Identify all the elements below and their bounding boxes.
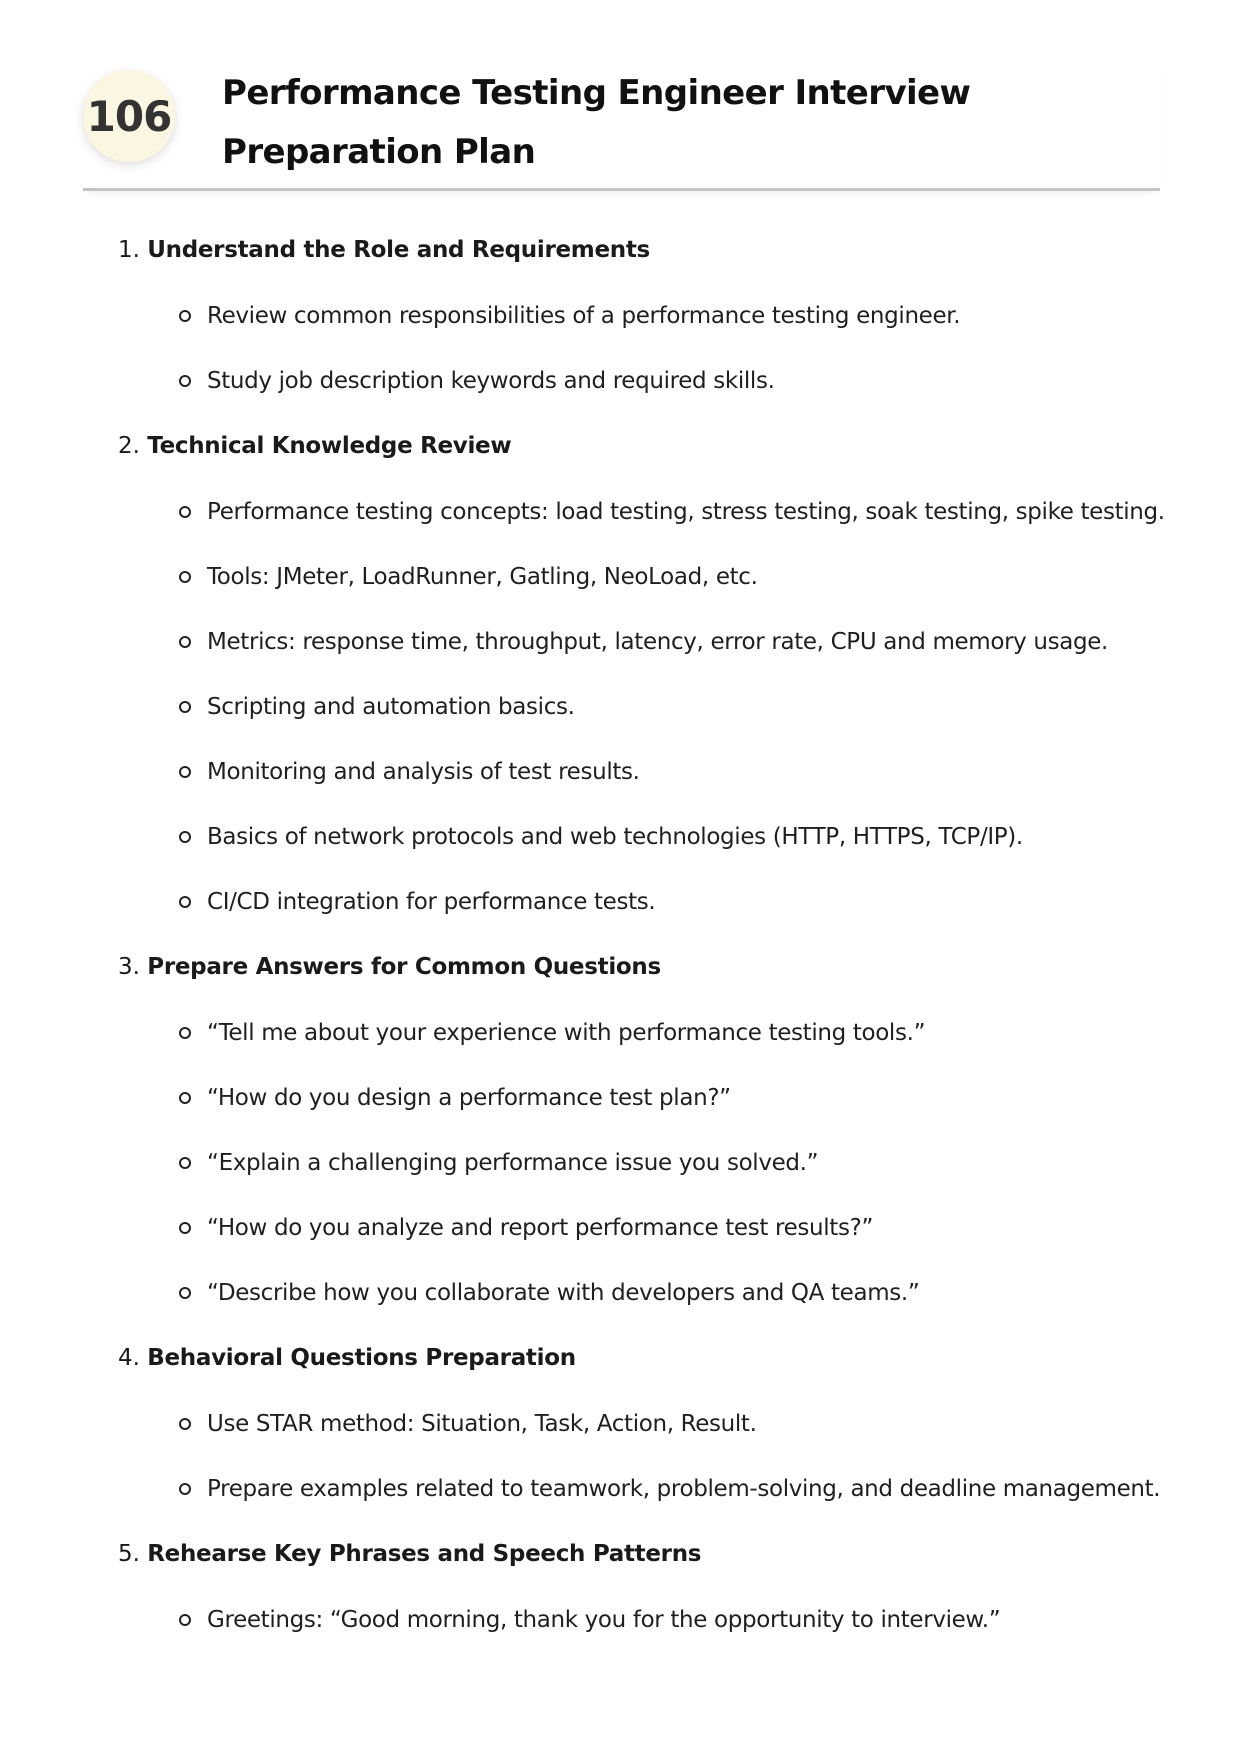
section-item-list bbox=[118, 1013, 1158, 1313]
section-title: Rehearse Key Phrases and Speech Patterns bbox=[147, 1541, 702, 1567]
circle-bullet-icon bbox=[179, 1614, 191, 1626]
circle-bullet-icon bbox=[179, 1157, 191, 1169]
list-item: “Describe how you collaborate with developers and QA teams.” bbox=[118, 1273, 1158, 1313]
section-title: Behavioral Questions Preparation bbox=[147, 1345, 576, 1371]
list-item: Scripting and automation basics. bbox=[118, 687, 1158, 727]
section-title: Technical Knowledge Review bbox=[147, 433, 512, 459]
section-key-phrases bbox=[118, 1534, 1158, 1640]
page-number-badge: 106 bbox=[83, 70, 175, 162]
section-heading bbox=[118, 947, 1158, 987]
section-number: 3. bbox=[118, 954, 140, 980]
page-header bbox=[83, 56, 1160, 191]
list-item: Tools: JMeter, LoadRunner, Gatling, NeoLoad, etc. bbox=[118, 557, 1158, 597]
list-item: Prepare examples related to teamwork, problem-solving, and deadline management. bbox=[118, 1469, 1158, 1509]
section-number: 1. bbox=[118, 237, 140, 263]
circle-bullet-icon bbox=[179, 506, 191, 518]
section-item-list bbox=[118, 1600, 1158, 1640]
list-item: Study job description keywords and required skills. bbox=[118, 361, 1158, 401]
list-item: Performance testing concepts: load testing, stress testing, soak testing, spike testing. bbox=[118, 492, 1158, 532]
circle-bullet-icon bbox=[179, 571, 191, 583]
circle-bullet-icon bbox=[179, 701, 191, 713]
section-number: 2. bbox=[118, 433, 140, 459]
circle-bullet-icon bbox=[179, 1287, 191, 1299]
circle-bullet-icon bbox=[179, 636, 191, 648]
section-heading bbox=[118, 1534, 1158, 1574]
section-title: Understand the Role and Requirements bbox=[147, 237, 650, 263]
circle-bullet-icon bbox=[179, 1092, 191, 1104]
list-item: Greetings: “Good morning, thank you for the opportunity to interview.” bbox=[118, 1600, 1158, 1640]
list-item: Basics of network protocols and web technologies (HTTP, HTTPS, TCP/IP). bbox=[118, 817, 1158, 857]
circle-bullet-icon bbox=[179, 375, 191, 387]
list-item: Use STAR method: Situation, Task, Action, Result. bbox=[118, 1404, 1158, 1444]
circle-bullet-icon bbox=[179, 896, 191, 908]
section-number: 4. bbox=[118, 1345, 140, 1371]
list-item: “Tell me about your experience with performance testing tools.” bbox=[118, 1013, 1158, 1053]
section-behavioral-questions bbox=[118, 1338, 1161, 1509]
list-item: Metrics: response time, throughput, latency, error rate, CPU and memory usage. bbox=[118, 622, 1158, 662]
section-heading bbox=[118, 230, 1158, 270]
page-title: Performance Testing Engineer Interview Preparation Plan bbox=[222, 73, 971, 172]
list-item: Monitoring and analysis of test results. bbox=[118, 752, 1158, 792]
plan-content bbox=[118, 230, 1165, 1665]
section-item-list bbox=[118, 1404, 1161, 1509]
circle-bullet-icon bbox=[179, 831, 191, 843]
list-item: Review common responsibilities of a performance testing engineer. bbox=[118, 296, 1158, 336]
circle-bullet-icon bbox=[179, 1027, 191, 1039]
section-common-questions bbox=[118, 947, 1158, 1313]
section-item-list bbox=[118, 296, 1158, 401]
list-item: “How do you design a performance test plan?” bbox=[118, 1078, 1158, 1118]
section-heading bbox=[118, 426, 1158, 466]
section-item-list bbox=[118, 492, 1165, 922]
circle-bullet-icon bbox=[179, 1483, 191, 1495]
list-item: CI/CD integration for performance tests. bbox=[118, 882, 1158, 922]
circle-bullet-icon bbox=[179, 1418, 191, 1430]
section-role-requirements bbox=[118, 230, 1158, 401]
section-heading bbox=[118, 1338, 1158, 1378]
circle-bullet-icon bbox=[179, 1222, 191, 1234]
list-item: “How do you analyze and report performance test results?” bbox=[118, 1208, 1158, 1248]
list-item: “Explain a challenging performance issue you solved.” bbox=[118, 1143, 1158, 1183]
circle-bullet-icon bbox=[179, 766, 191, 778]
section-title: Prepare Answers for Common Questions bbox=[147, 954, 661, 980]
section-technical-knowledge bbox=[118, 426, 1165, 922]
section-number: 5. bbox=[118, 1541, 140, 1567]
circle-bullet-icon bbox=[179, 310, 191, 322]
